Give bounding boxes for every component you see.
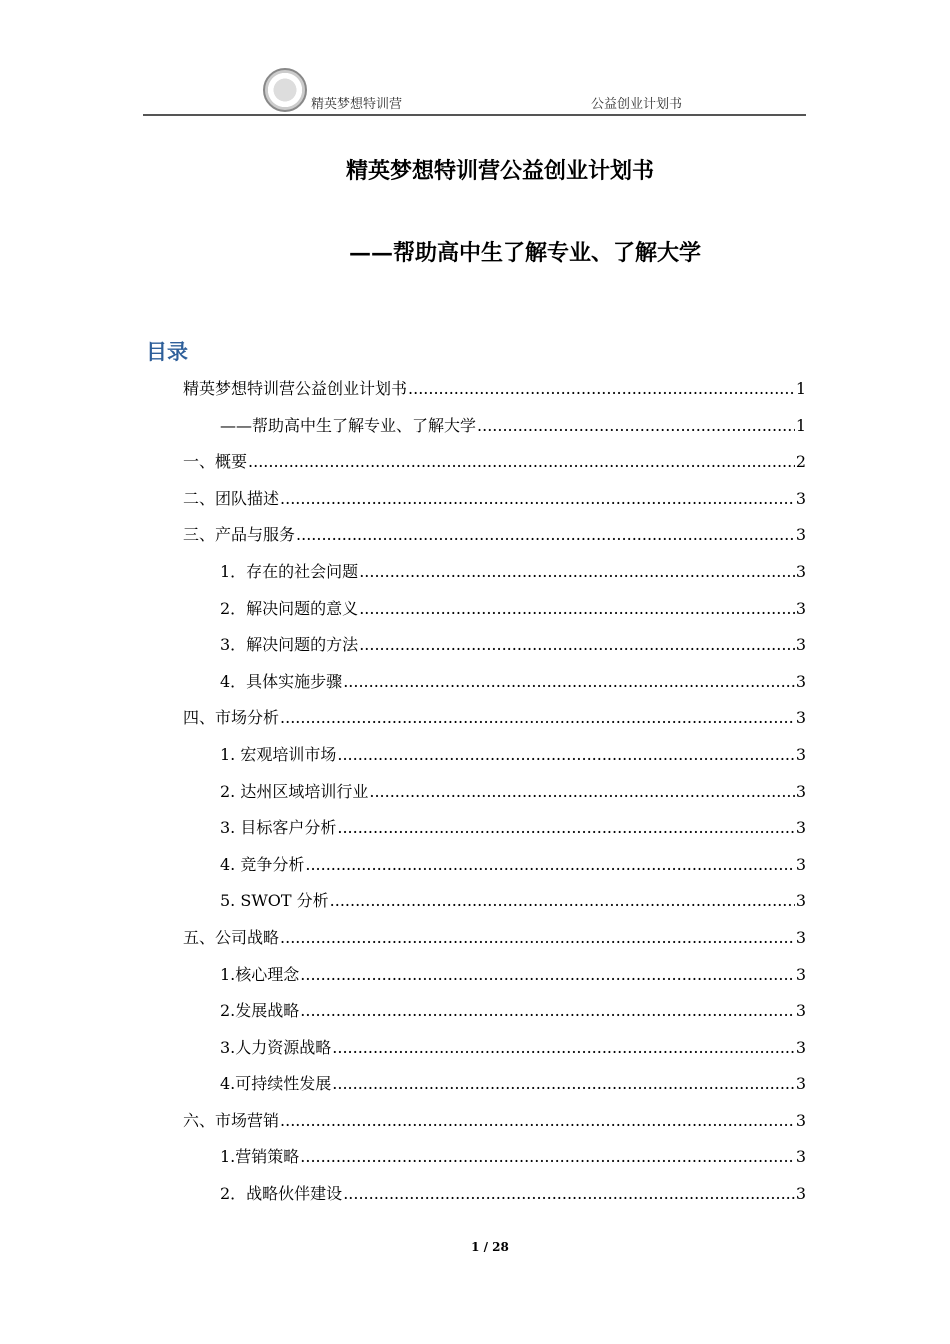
toc-leader-dots — [343, 1182, 795, 1206]
toc-entry-page: 2 — [795, 452, 806, 472]
toc-entry-page: 3 — [795, 1001, 806, 1021]
document-subtitle: ——帮助高中生了解专业、了解大学 — [348, 240, 701, 266]
toc-entry[interactable] — [183, 523, 806, 560]
toc-entry[interactable] — [183, 377, 806, 414]
toc-entry-label: 五、公司战略 — [183, 927, 280, 947]
toc-entry[interactable] — [183, 560, 806, 597]
toc-leader-dots — [330, 889, 795, 913]
toc-entry-label: 2.发展战略 — [220, 1001, 300, 1021]
toc-entry[interactable] — [183, 853, 806, 890]
toc-entry-label: 二、团队描述 — [183, 488, 280, 508]
toc-entry-page: 3 — [795, 671, 806, 691]
toc-leader-dots — [332, 1036, 795, 1060]
toc-entry[interactable] — [183, 743, 806, 780]
toc-entry-page: 3 — [795, 488, 806, 508]
toc-entry-label: 3.人力资源战略 — [220, 1037, 332, 1057]
toc-entry-label: 2. 达州区域培训行业 — [220, 781, 369, 801]
toc-entry[interactable] — [183, 963, 806, 1000]
toc-entry-page: 3 — [795, 964, 806, 984]
toc-entry-label: 2．战略伙伴建设 — [220, 1184, 343, 1204]
header-right-text: 公益创业计划书 — [591, 97, 683, 112]
toc-entry[interactable] — [183, 889, 806, 926]
toc-entry-label: 4．具体实施步骤 — [220, 671, 343, 691]
toc-entry[interactable] — [183, 1145, 806, 1182]
page-number: 1 / 28 — [471, 1240, 509, 1254]
toc-entry-page: 3 — [795, 818, 806, 838]
header-left-text: 精英梦想特训营 — [311, 97, 403, 112]
toc-entry[interactable] — [183, 780, 806, 817]
toc-entry-page: 3 — [795, 891, 806, 911]
toc-leader-dots — [359, 560, 795, 584]
toc-entry-label: 三、产品与服务 — [183, 525, 296, 545]
toc-entry-page: 1 — [795, 379, 806, 398]
toc-entry-page: 3 — [795, 1110, 806, 1130]
toc-entry-label: 四、市场分析 — [183, 708, 280, 728]
toc-leader-dots — [300, 999, 795, 1023]
toc-entry[interactable] — [183, 999, 806, 1036]
toc-entry-label: 精英梦想特训营公益创业计划书 — [183, 379, 408, 398]
toc-entry-label: 1.营销策略 — [220, 1147, 300, 1167]
toc-entry-page: 3 — [795, 525, 806, 545]
toc-entry[interactable] — [183, 1036, 806, 1073]
toc-leader-dots — [359, 597, 795, 621]
toc-leader-dots — [337, 743, 794, 767]
toc-entry-label: 六、市场营销 — [183, 1110, 280, 1130]
toc-entry[interactable] — [183, 414, 806, 451]
toc-leader-dots — [300, 1145, 795, 1169]
toc-leader-dots — [280, 487, 795, 511]
document-title: 精英梦想特训营公益创业计划书 — [345, 158, 654, 184]
page-header — [143, 66, 806, 116]
toc-leader-dots — [477, 414, 795, 438]
school-seal-logo — [263, 68, 307, 112]
toc-leader-dots — [408, 377, 795, 401]
toc-entry[interactable] — [183, 450, 806, 487]
toc-entry[interactable] — [183, 597, 806, 634]
toc-leader-dots — [369, 780, 794, 804]
toc-entry-label: 1.核心理念 — [220, 964, 300, 984]
toc-entry[interactable] — [183, 670, 806, 707]
toc-entry-label: 一、概要 — [183, 452, 248, 472]
toc-entry-page: 3 — [795, 744, 806, 764]
toc-leader-dots — [296, 523, 795, 547]
toc-entry-page: 1 — [795, 415, 806, 435]
toc-leader-dots — [332, 1072, 795, 1096]
toc-entry[interactable] — [183, 816, 806, 853]
toc-entry[interactable] — [183, 926, 806, 963]
toc-entry[interactable] — [183, 633, 806, 670]
toc-heading: 目录 — [146, 340, 188, 364]
toc-entry-page: 3 — [795, 1184, 806, 1204]
toc-entry[interactable] — [183, 1072, 806, 1109]
toc-entry-page: 3 — [795, 708, 806, 728]
toc-leader-dots — [337, 816, 794, 840]
toc-entry-page: 3 — [795, 927, 806, 947]
toc-leader-dots — [300, 963, 795, 987]
toc-entry-label: 4. 竞争分析 — [220, 854, 305, 874]
toc-entry[interactable] — [183, 1182, 806, 1219]
toc-leader-dots — [343, 670, 795, 694]
toc-entry-page: 3 — [795, 598, 806, 618]
toc-leader-dots — [305, 853, 794, 877]
toc-entry-page: 3 — [795, 561, 806, 581]
toc-entry-page: 3 — [795, 1074, 806, 1094]
toc-entry[interactable] — [183, 706, 806, 743]
toc-leader-dots — [280, 1109, 795, 1133]
toc-entry-label: 2．解决问题的意义 — [220, 598, 359, 618]
toc-entry-label: 5. SWOT 分析 — [220, 891, 329, 911]
toc-entry-label: 1．存在的社会问题 — [220, 561, 359, 581]
toc-entry-label: ——帮助高中生了解专业、了解大学 — [220, 415, 477, 435]
toc-entry-page: 3 — [795, 781, 806, 801]
toc-leader-dots — [280, 926, 795, 950]
toc-entry-page: 3 — [795, 854, 806, 874]
toc-entry-label: 1. 宏观培训市场 — [220, 744, 337, 764]
toc-leader-dots — [359, 633, 795, 657]
toc-leader-dots — [248, 450, 795, 474]
toc-entry-label: 3．解决问题的方法 — [220, 635, 359, 655]
toc-entry-label: 3. 目标客户分析 — [220, 818, 337, 838]
toc-entry[interactable] — [183, 487, 806, 524]
toc-entry-page: 3 — [795, 1147, 806, 1167]
toc-entry-page: 3 — [795, 1037, 806, 1057]
toc-leader-dots — [280, 706, 795, 730]
table-of-contents — [183, 377, 806, 1219]
toc-entry[interactable] — [183, 1109, 806, 1146]
toc-entry-label: 4.可持续性发展 — [220, 1074, 332, 1094]
toc-entry-page: 3 — [795, 635, 806, 655]
